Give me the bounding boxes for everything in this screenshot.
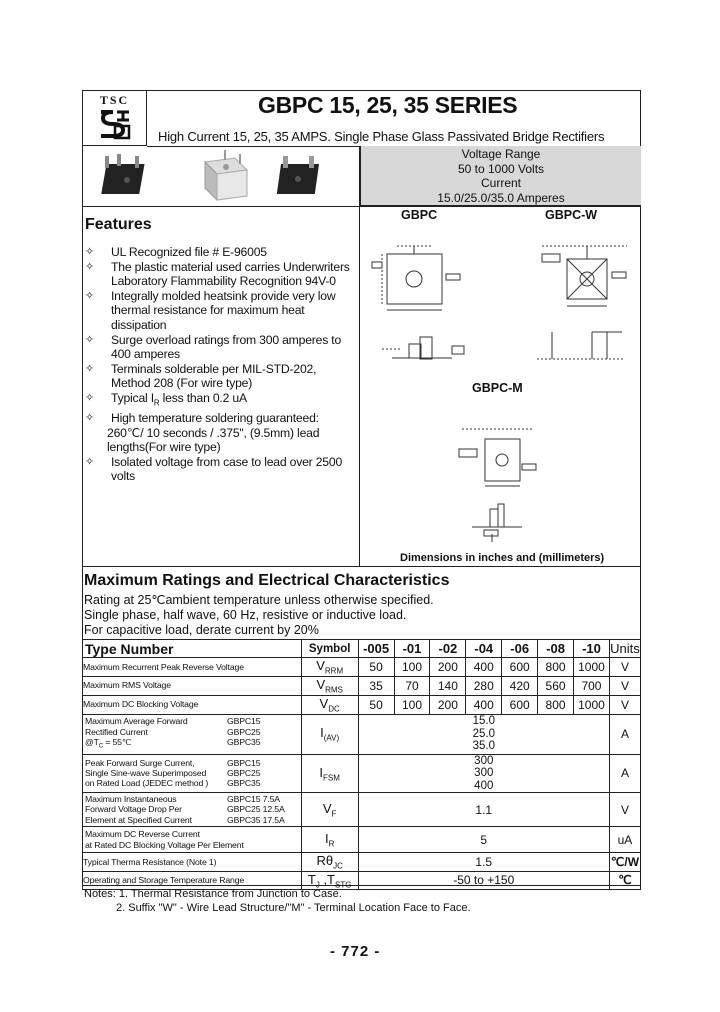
footnotes: Notes: 1. Thermal Resistance from Junction to Case. 2. Suffix "W" - Wire Lead Structure/"M" - Terminal Location Face to Face.: [84, 888, 471, 914]
feature-item: ✧ Surge overload ratings from 300 amperes to: [85, 332, 342, 347]
table-row-iav: Maximum Average Forward GBPC15 Rectified Current GBPC25 $@T_C$ = 55℃ GBPC35 $I_{(AV)}$ 15.0 25.0 35.0 A: [83, 714, 641, 754]
package-label-gbpc-m: GBPC-M: [472, 381, 523, 395]
company-logo: [83, 91, 147, 146]
bullet-icon: ✧: [85, 411, 95, 424]
feature-item: ✧ Integrally molded heatsink provide very low: [85, 288, 336, 303]
col-header-02: -02: [430, 640, 466, 658]
bullet-icon: ✧: [85, 455, 95, 468]
features-list: ✧ UL Recognized file # E-96005 ✧ The plastic material used carries Underwriters Laboratory Flammability Recognition 94V-0 ✧ Integrally molded heatsink provide very low thermal resistance for maximum heat dissipation ✧ Surge overload ratings from 300 amperes to 400 amperes ✧ Terminals solderable per MIL-STD-202, Method 208 (For wire type) ✧ Typical $I_R$ less than 0.2 uA ✧ High temperature soldering guaranteed: 260℃/ 10 seconds / .375", (9.5mm) lead lengths(For wire type) ✧ Isolated voltage from case to lead over 2500 volts: [85, 245, 357, 484]
table-row-ifsm: Peak Forward Surge Current, GBPC15 Single Sine-wave Superimposed GBPC25 on Rated Load (JEDEC method ) GBPC35 $I_{FSM}$ 300 300 400 A: [83, 754, 641, 793]
package-label-gbpc: GBPC: [401, 208, 438, 222]
bullet-icon: ✧: [85, 246, 95, 258]
col-header-06: -06: [502, 640, 538, 658]
bullet-icon: ✧: [85, 391, 95, 404]
section-divider-top: [82, 206, 641, 207]
col-header-symbol: Symbol: [301, 640, 358, 658]
feature-item: ✧ Isolated voltage from case to lead over 2500: [85, 454, 343, 469]
features-heading: Features: [85, 216, 152, 233]
col-header-01: -01: [394, 640, 430, 658]
bullet-icon: ✧: [85, 362, 95, 375]
package-label-gbpc-w: GBPC-W: [545, 208, 598, 222]
col-header-units: Units: [610, 641, 640, 656]
product-photos: [95, 150, 355, 205]
logo-text: TSC: [99, 93, 130, 107]
ratings-conditions: Rating at 25℃ambient temperature unless otherwise specified. Single phase, half wave, 60 Hz, resistive or inductive load. For capacitive load, derate current by 20%: [84, 593, 434, 637]
voltage-range-box: [360, 146, 641, 206]
bullet-icon: ✧: [85, 289, 95, 302]
product-photo-gbpc: [101, 154, 144, 194]
page-number: - 772 -: [330, 943, 381, 960]
table-row-vf: Maximum Instantaneous GBPC15 7.5A Forward Voltage Drop Per GBPC25 12.5A Element at Specified Current GBPC35 17.5A $V_F$ 1.1 V: [83, 793, 641, 827]
col-header-type: Type Number: [83, 640, 302, 658]
feature-item: ✧ The plastic material used carries Underwriters: [85, 259, 350, 274]
bullet-icon: ✧: [85, 333, 95, 346]
col-header-04: -04: [466, 640, 502, 658]
voltage-range-label: Voltage Range: [461, 147, 541, 161]
product-photo-gbpc-m: [277, 156, 319, 194]
page-subtitle: High Current 15, 25, 35 AMPS. Single Phase Glass Passivated Bridge Rectifiers: [158, 129, 605, 144]
table-row-tj: Operating and Storage Temperature Range $T_J$ $,T_{STG}$ -50 to +150 ℃: [83, 871, 641, 890]
feature-item: ✧ High temperature soldering guaranteed:: [85, 410, 319, 425]
bullet-icon: ✧: [85, 260, 95, 273]
table-header-row: [83, 640, 641, 658]
page-title: GBPC 15, 25, 35 SERIES: [258, 92, 518, 118]
current-label: Current: [480, 176, 521, 190]
current-value: 15.0/25.0/35.0 Amperes: [437, 190, 565, 205]
ratings-table: [82, 639, 641, 890]
dimensions-note: Dimensions in inches and (millimeters): [400, 552, 605, 564]
table-row-ir: Maximum DC Reverse Current at Rated DC Blocking Voltage Per Element $I_R$ 5 uA: [83, 827, 641, 853]
section-divider-ratings: [82, 566, 641, 567]
col-header-10: -10: [574, 640, 610, 658]
table-row-vrrm: Maximum Recurrent Peak Reverse Voltage $V_{RRM}$ 50 100 200 400 600 800 1000 V: [83, 658, 641, 677]
feature-item: ✧ UL Recognized file # E-96005: [85, 245, 267, 259]
feature-item: ✧ Terminals solderable per MIL-STD-202,: [85, 361, 317, 376]
table-row-rth: Typical Therma Resistance (Note 1) $R\theta_{JC}$ 1.5 ℃/W: [83, 853, 640, 871]
ratings-heading: Maximum Ratings and Electrical Characteristics: [84, 572, 450, 589]
table-row-vrms: Maximum RMS Voltage $V_{RMS}$ 35 70 140 280 420 560 700 V: [83, 676, 641, 695]
product-photo-gbpc-w: [205, 150, 247, 200]
col-header-005: -005: [358, 640, 394, 658]
logo-mark-icon: [95, 108, 135, 142]
voltage-range-value: 50 to 1000 Volts: [457, 161, 545, 176]
column-divider: [359, 146, 360, 566]
col-header-08: -08: [538, 640, 574, 658]
dimension-drawings: [362, 224, 640, 549]
table-row-vdc: Maximum DC Blocking Voltage $V_{DC}$ 50 100 200 400 600 800 1000 V: [83, 695, 641, 714]
feature-item: ✧ Typical $I_R$ less than 0.2 uA: [85, 390, 247, 408]
